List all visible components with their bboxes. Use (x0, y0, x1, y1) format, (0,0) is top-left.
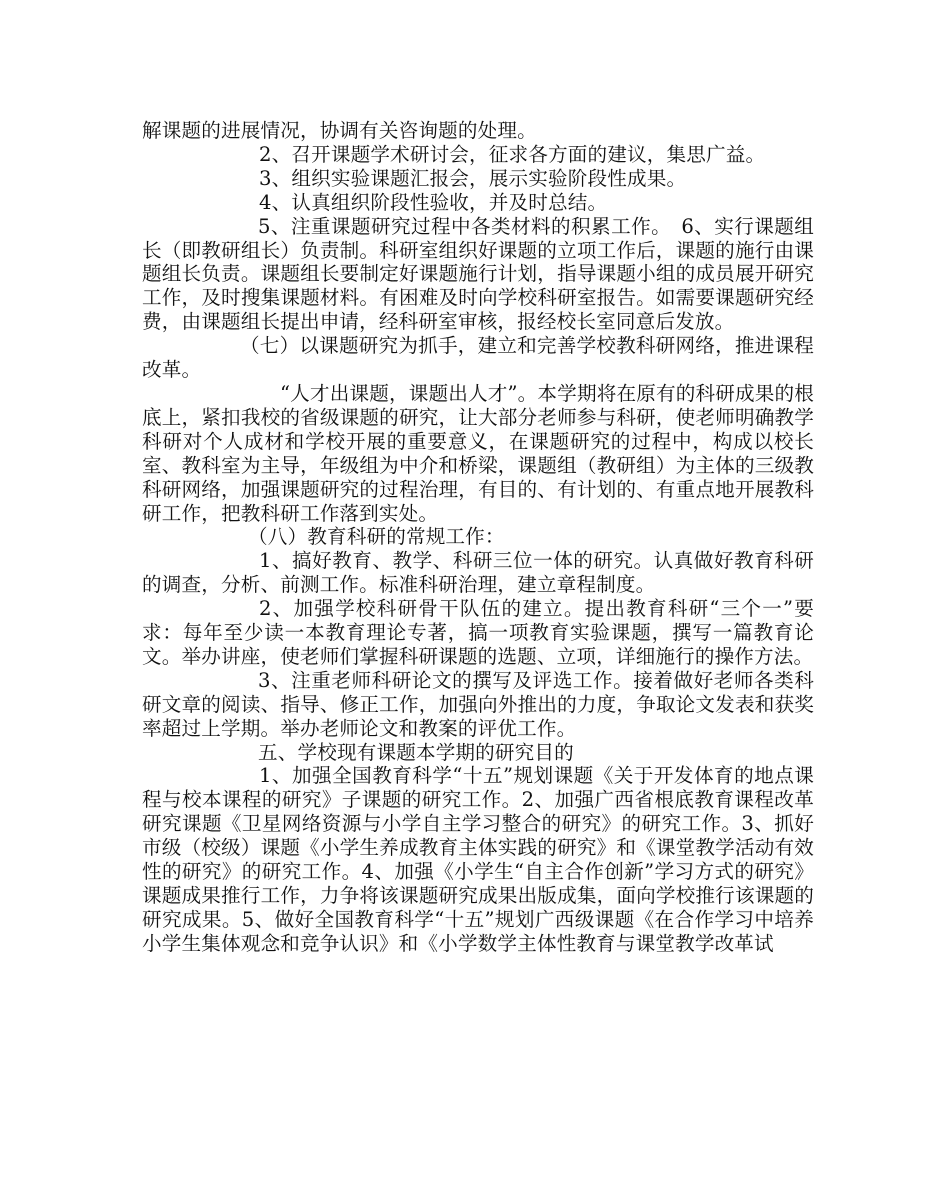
paragraph-routine-1: 1、搞好教育、教学、科研三位一体的研究。认真做好教育科研的调查，分析、前测工作。标准科研治理，建立章程制度。 (142, 549, 814, 597)
section-heading-8: （八）教育科研的常规工作： (248, 525, 505, 549)
paragraph-item-3: 3、组织实验课题汇报会，展示实验阶段性成果。 (259, 166, 687, 190)
paragraph-item-2: 2、召开课题学术研讨会，征求各方面的建议，集思广益。 (259, 142, 766, 166)
paragraph-research-goals: 1、加强全国教育科学“十五”规划课题《关于开发体育的地点课程与校本课程的研究》子课题的研究工作。2、加强广西省根底教育课程改革研究课题《卫星网络资源与小学自主学习整合的研究》的研究工作。3、抓好市级（校级）课题《小学生养成教育主体实践的研究》和《课堂教学活动有效性的研究》的研究工作。4、加强《小学生“自主合作创新”学习方式的研究》课题成果推行工作，力争将该课题研究成果出版成集，面向学校推行该课题的研究成果。5、做好全国教育科学“十五”规划广西级课题《在合作学习中培养小学生集体观念和竞争认识》和《小学数学主体性教育与课堂教学改革试 (142, 764, 814, 955)
paragraph-continuation: 解课题的进展情况，协调有关咨询题的处理。 (142, 119, 537, 142)
paragraph-routine-2: 2、加强学校科研骨干队伍的建立。提出教育科研“三个一”要求：每年至少读一本教育理论专著，搞一项教育实验课题，撰写一篇教育论文。举办讲座，使老师们掌握科研课题的选题、立项，详细施行的操作方法。 (142, 597, 814, 668)
section-heading-7: （七）以课题研究为抓手，建立和完善学校教科研网络，推进课程改革。 (142, 334, 814, 382)
document-body (142, 119, 814, 956)
paragraph-item-5-6: 5、注重课题研究过程中各类材料的积累工作。 6、实行课题组长（即教研组长）负责制。科研室组织好课题的立项工作后，课题的施行由课题组长负责。课题组长要制定好课题施行计划，指导课题小组的成员展开研究工作，及时搜集课题材料。有困难及时向学校科研室报告。如需要课题研究经费，由课题组长提出申请，经科研室审核，报经校长室同意后发放。 (142, 214, 814, 334)
paragraph-item-4: 4、认真组织阶段性验收，并及时总结。 (259, 190, 608, 214)
section-heading-5: 五、学校现有课题本学期的研究目的 (258, 740, 574, 764)
paragraph-talent: “人才出课题，课题出人才”。本学期将在原有的科研成果的根底上，紧扣我校的省级课题的研究，让大部分老师参与科研，使老师明确教学科研对个人成材和学校开展的重要意义，在课题研究的过程中，构成以校长室、教科室为主导，年级组为中介和桥梁，课题组（教研组）为主体的三级教科研网络，加强课题研究的过程治理，有目的、有计划的、有重点地开展教科研工作，把教科研工作落到实处。 (142, 381, 814, 525)
paragraph-routine-3: 3、注重老师科研论文的撰写及评选工作。接着做好老师各类科研文章的阅读、指导、修正工作，加强向外推出的力度，争取论文发表和获奖率超过上学期。举办老师论文和教案的评优工作。 (142, 668, 814, 740)
